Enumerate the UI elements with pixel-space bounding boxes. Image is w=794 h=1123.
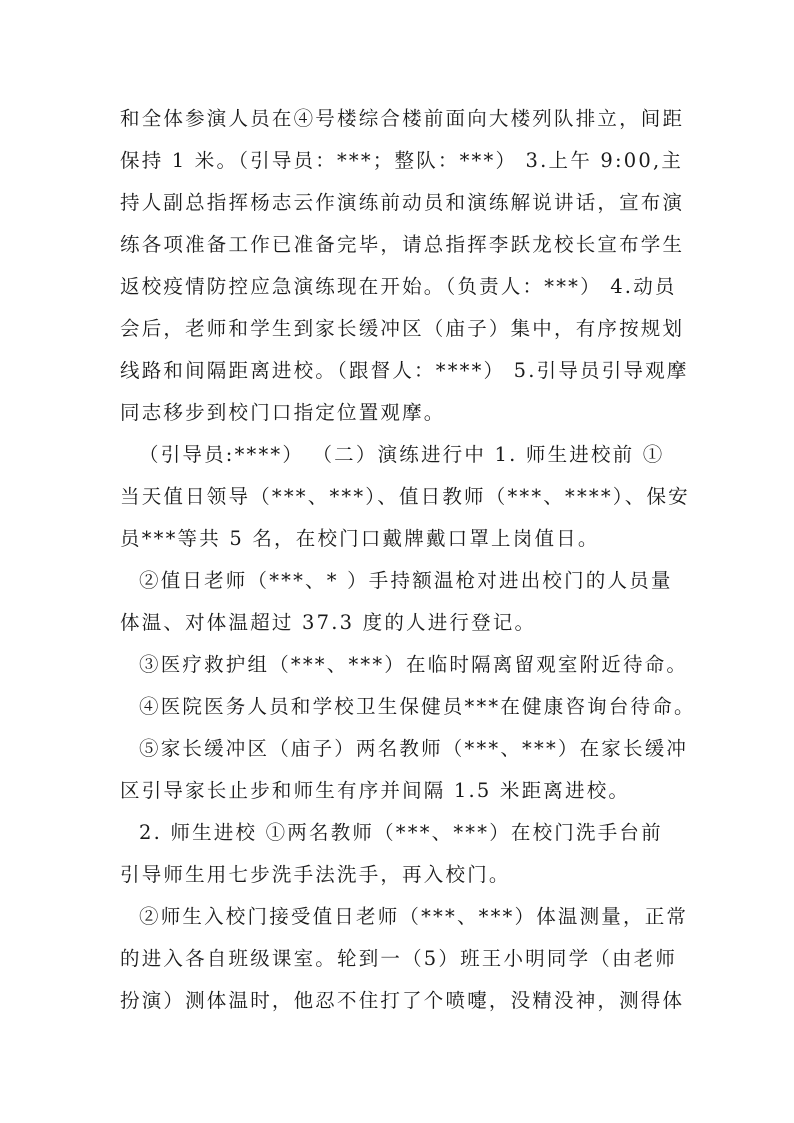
text-line: 线路和间隔距离进校。（跟督人：****） 5.引导员引导观摩 xyxy=(120,359,689,382)
text-line: 体温、对体温超过 37.3 度的人进行登记。 xyxy=(120,611,537,634)
text-line: 会后，老师和学生到家长缓冲区（庙子）集中，有序按规划 xyxy=(120,317,685,340)
text-line: （引导员:****） （二）演练进行中 1. 师生进校前 ① xyxy=(139,443,665,466)
text-line: ②师生入校门接受值日老师（***、***）体温测量，正常 xyxy=(139,905,689,928)
text-line: 练各项准备工作已准备完毕，请总指挥李跃龙校长宣布学生 xyxy=(120,233,685,256)
text-line: 和全体参演人员在④号楼综合楼前面向大楼列队排立，间距 xyxy=(120,107,685,130)
text-line: 引导师生用七步洗手法洗手，再入校门。 xyxy=(120,863,511,886)
text-line: ⑤家长缓冲区（庙子）两名教师（***、***）在家长缓冲 xyxy=(139,737,689,760)
text-line: 当天值日领导（***、***）、值日教师（***、****）、保安 xyxy=(120,485,690,508)
text-line: 保持 1 米。（引导员：***；整队：***） 3.上午 9:00,主 xyxy=(120,149,684,172)
text-line: 同志移步到校门口指定位置观摩。 xyxy=(120,401,446,424)
text-line: 返校疫情防控应急演练现在开始。（负责人：***） 4.动员 xyxy=(120,275,677,298)
text-line: 区引导家长止步和师生有序并间隔 1.5 米距离进校。 xyxy=(120,779,631,802)
text-line: 的进入各自班级课室。轮到一（5）班王小明同学（由老师 xyxy=(120,947,678,970)
text-line: ④医院医务人员和学校卫生保健员***在健康咨询台待命。 xyxy=(139,695,696,718)
text-line: ②值日老师（***、* ）手持额温枪对进出校门的人员量 xyxy=(139,569,673,592)
text-line: 员***等共 5 名，在校门口戴牌戴口罩上岗值日。 xyxy=(120,527,600,550)
text-line: 持人副总指挥杨志云作演练前动员和演练解说讲话，宣布演 xyxy=(120,191,685,214)
text-line: 扮演）测体温时，他忍不住打了个喷嚏，没精没神，测得体 xyxy=(120,989,685,1012)
text-line: 2. 师生进校 ①两名教师（***、***）在校门洗手台前 xyxy=(139,821,663,844)
text-line: ③医疗救护组（***、***）在临时隔离留观室附近待命。 xyxy=(139,653,689,676)
